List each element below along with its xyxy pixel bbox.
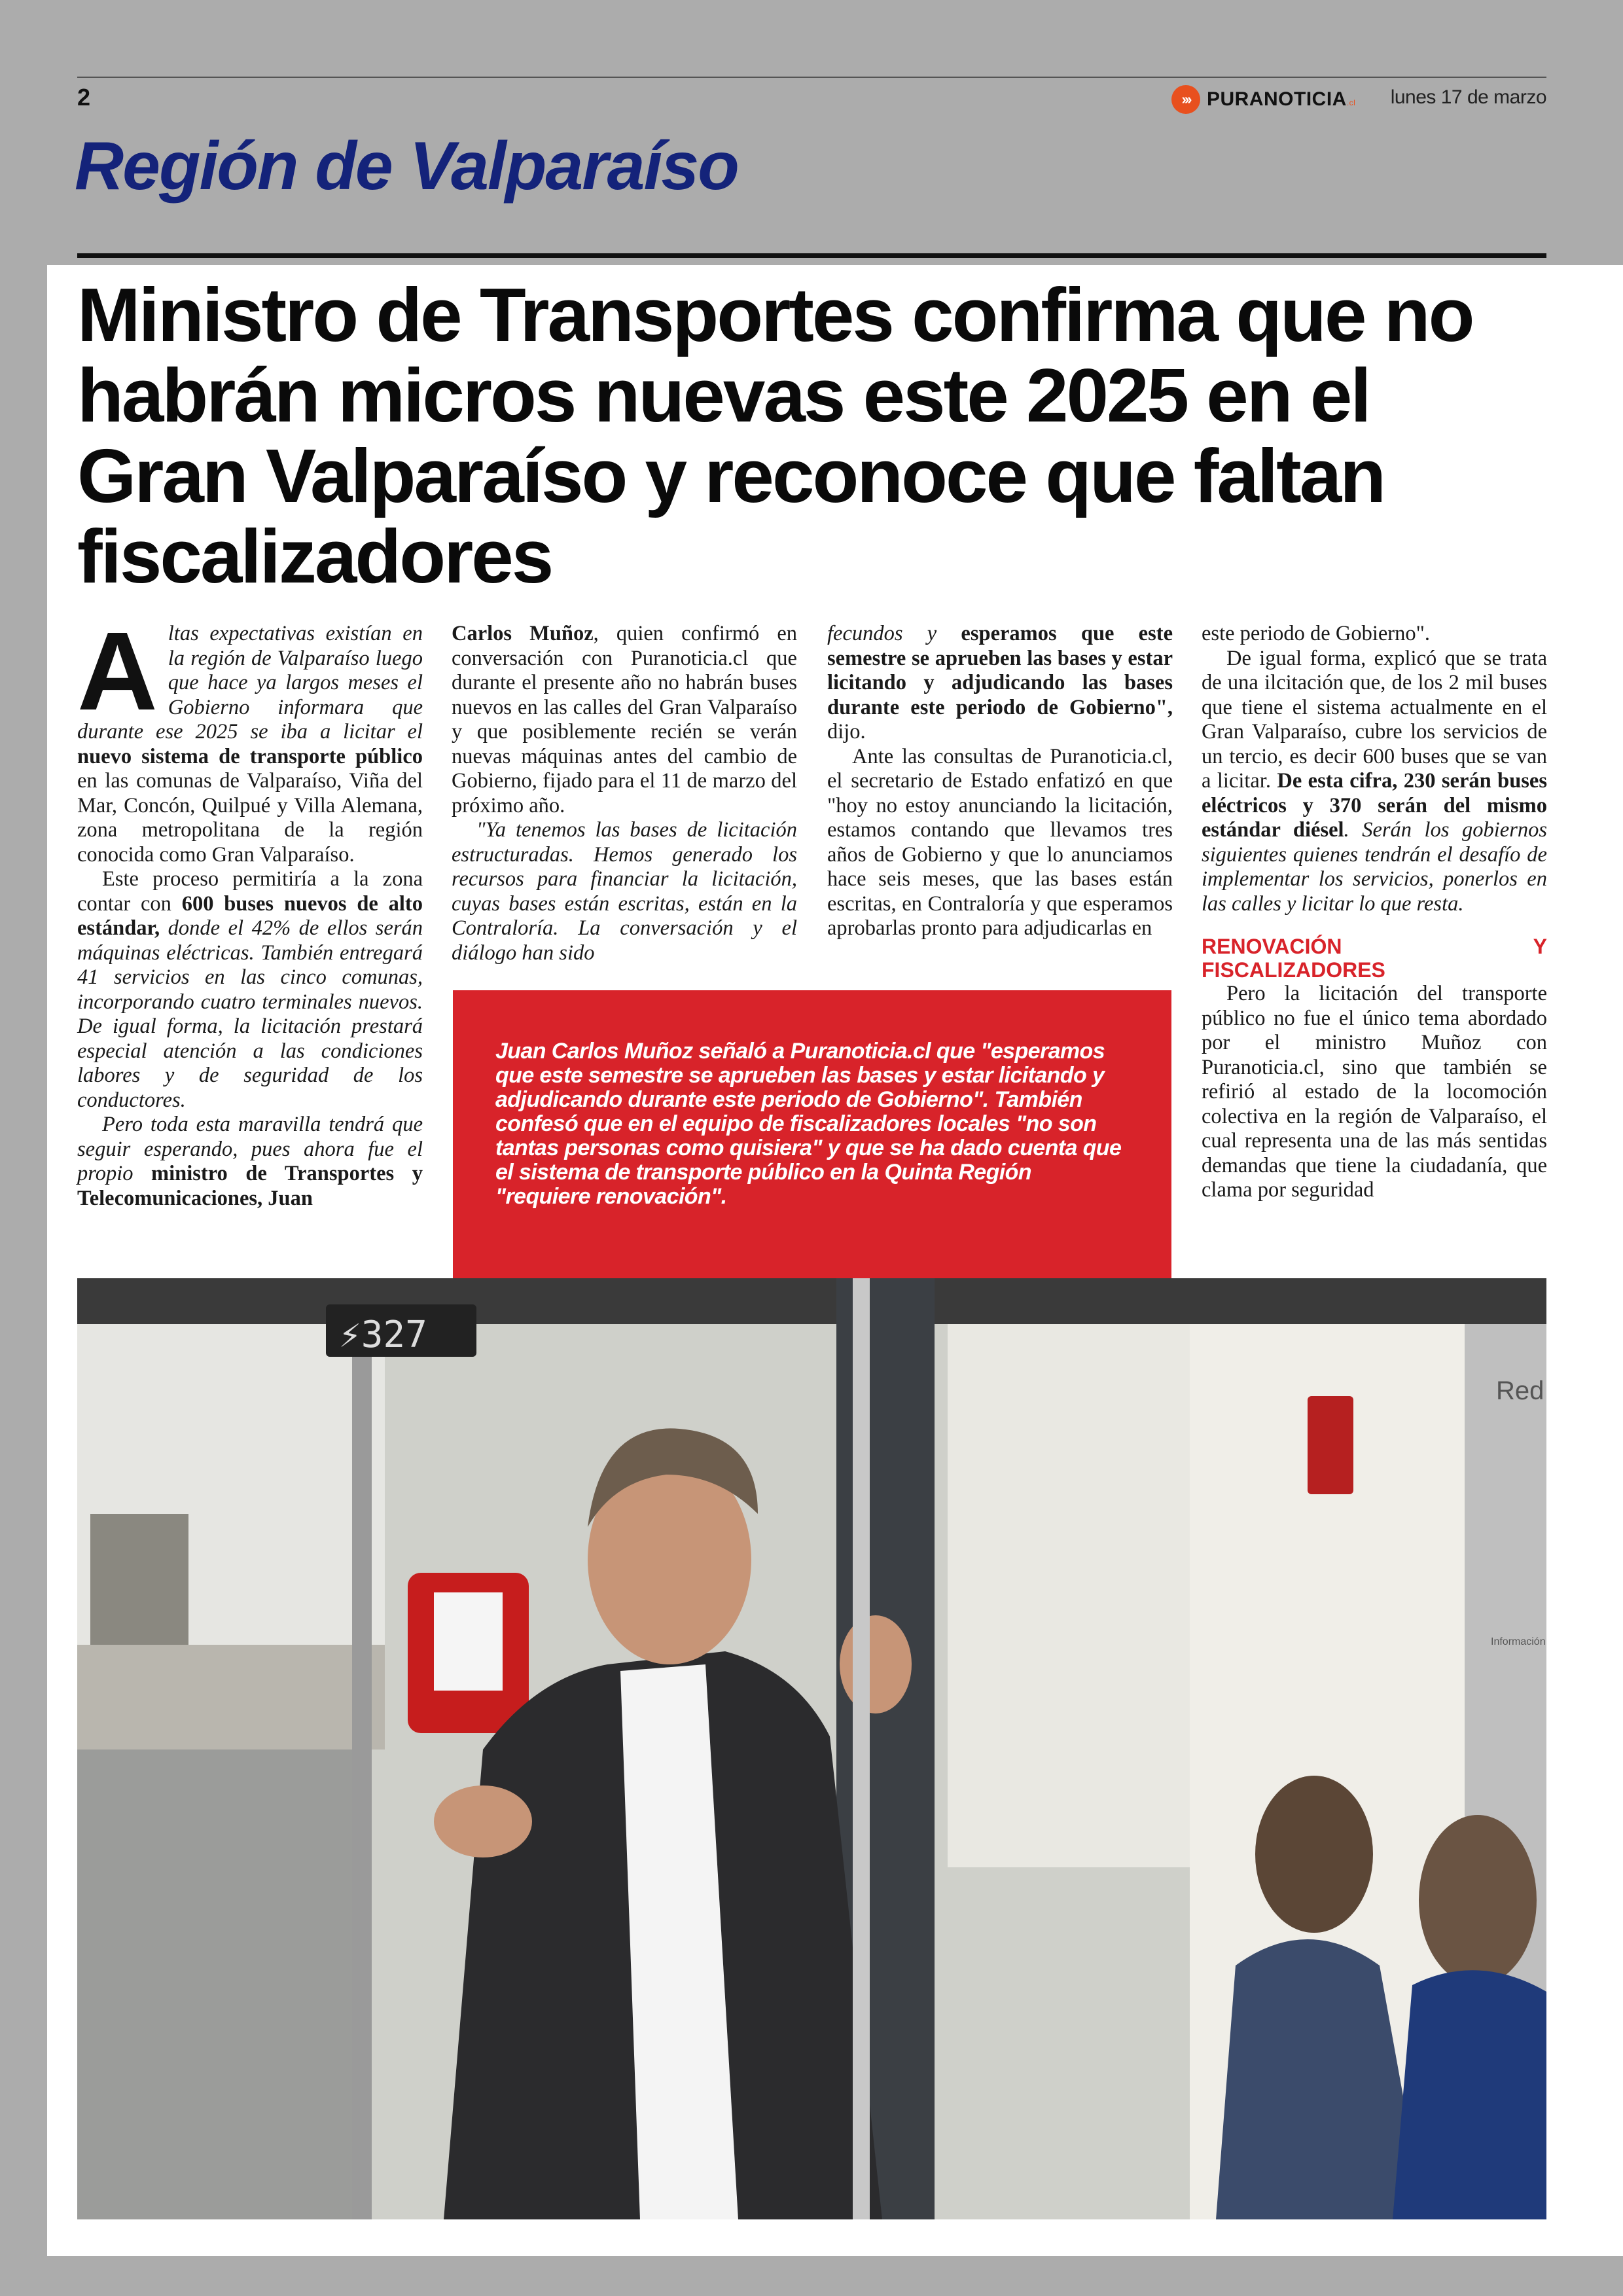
article-column-4: [1202, 622, 1547, 1203]
street: [77, 1645, 385, 1749]
paragraph: [452, 622, 797, 818]
pull-quote-box: [453, 990, 1171, 1278]
text-run-bold: Carlos Muñoz: [452, 622, 594, 645]
pull-quote-text: Juan Carlos Muñoz señaló a Puranoticia.cl que "esperamos que este semestre se aprueben las bases y estar licitando y adjudicando durante este periodo de Gobierno". También confesó que en el equipo de fiscalizadores locales "no son tantas personas como quisiera" y que se ha dado cuenta que el sistema de transporte público en la Quinta Región "requiere renovación".: [495, 1039, 1122, 1209]
text-run: donde el 42% de ellos serán máquinas eléctricas. También entregará 41 servicios en las cinco comunas, incorporando cuatro terminales nuevos. De igual forma, la licitación prestará especial atención a las condiciones labores y de seguridad de los conductores.: [77, 916, 423, 1112]
text-run: Este proceso permitiría a la zona contar con: [77, 867, 423, 916]
grab-pole-left: [352, 1357, 372, 2219]
text-run: Pero toda esta maravilla tendrá que seguir esperando, pues ahora fue el propio: [77, 1113, 423, 1185]
text-run: fecundos y: [827, 622, 961, 645]
text-run-bold: ministro de Transportes y Telecomunicaciones, Juan: [77, 1162, 423, 1210]
validator-screen: [434, 1592, 503, 1691]
text-run: Pero la licitación del transporte público no fue el único tema abordado por el ministro Muñoz con Puranoticia.cl, sino que también se refirió al estado de la locomoción colectiva en la región de Valparaíso, el cual representa una de las más sentidas demandas que tiene la ciudadanía, que clama por seguridad: [1202, 982, 1547, 1202]
emergency-sign: [1308, 1396, 1353, 1494]
route-number: ⚡327: [339, 1314, 427, 1356]
text-run: este periodo de Gobierno".: [1202, 622, 1430, 645]
article-column-2: [452, 622, 797, 965]
brand-mark-icon: ›››: [1171, 85, 1200, 114]
bus-seat-area: [77, 1749, 352, 2219]
brand-name-text: PURANOTICIA: [1207, 88, 1347, 110]
text-run: dijo.: [827, 720, 866, 744]
article-photo: [77, 1278, 1546, 2219]
paragraph: [1202, 622, 1547, 647]
text-run-bold: 600 buses nuevos de alto estándar,: [77, 891, 423, 940]
photo-illustration: [77, 1278, 1546, 2219]
issue-date: lunes 17 de marzo: [1390, 86, 1546, 108]
text-run-bold: esperamos que este semestre se aprueben las bases y estar licitando y adjudicando las bases durante este periodo de Gobierno",: [827, 622, 1173, 719]
paragraph: [77, 609, 423, 867]
paragraph: [1202, 982, 1547, 1203]
text-run-bold: De esta cifra, 230 serán buses eléctricos y 370 serán del mismo estándar diésel: [1202, 769, 1547, 842]
street-building: [90, 1514, 188, 1645]
text-run: , quien confirmó en conversación con Puranoticia.cl que durante el presente año no habrán buses nuevos en las calles del Gran Valparaíso y que posiblemente recién se verán nuevas máquinas antes del cambio de Gobierno, fijado para el 11 de marzo del próximo año.: [452, 622, 798, 817]
paragraph: [452, 818, 797, 965]
brand-suffix: .cl: [1346, 98, 1356, 107]
article-headline: Ministro de Transportes confirma que no habrán micros nuevas este 2025 en el Gran Valparaíso y reconoce que faltan fiscalizadores: [77, 272, 1473, 599]
page-number: 2: [77, 84, 91, 111]
woman2-jacket: [1393, 1970, 1546, 2219]
text-run: . Serán los gobiernos siguientes quienes tendrán el desafío de implementar los servicios, ponerlos en las calles y licitar lo que resta.: [1202, 818, 1548, 916]
section-rule: [77, 253, 1546, 258]
text-run: Ante las consultas de Puranoticia.cl, el secretario de Estado enfatizó en que "hoy no estoy anunciando la licitación, estamos contando que llevamos tres años de Gobierno y que lo anunciamos hace seis meses, que las bases están escritas, en Contraloría y que esperamos aprobarlas pronto para adjudicarlas en: [827, 744, 1173, 940]
woman2-hair: [1419, 1815, 1537, 1985]
article-column-1: [77, 609, 423, 1211]
subheading: RENOVACIÓN Y FISCALIZADORES: [1202, 935, 1547, 982]
side-sign-text: Red: [1496, 1376, 1544, 1405]
section-title: Región de Valparaíso: [75, 128, 738, 204]
paragraph: [1202, 647, 1547, 917]
paragraph: [77, 1113, 423, 1211]
brand-logo[interactable]: [1171, 85, 1355, 114]
brand-name: [1207, 88, 1355, 111]
info-sign-text: Información: [1491, 1636, 1546, 1647]
text-run: en las comunas de Valparaíso, Viña del Mar, Concón, Quilpué y Villa Alemana, zona metropolitana de la región conocida como Gran Valparaíso.: [77, 769, 423, 867]
man-hand-on-pole: [840, 1615, 912, 1713]
door-window: [948, 1278, 1190, 1867]
paragraph: [77, 867, 423, 1113]
header-top-rule: [77, 77, 1546, 78]
bus-ceiling: [77, 1278, 1546, 1324]
paragraph: [827, 745, 1173, 941]
article-column-3: [827, 622, 1173, 941]
text-run: De igual forma, explicó que se trata de una ilcitación que, de los 2 mil buses que tiene el sistema actualmente en el Gran Valparaíso, cubre los servicios de un tercio, es decir 600 buses que se van a licitar.: [1202, 646, 1547, 793]
man-hand-card: [434, 1785, 532, 1857]
text-run-bold: nuevo sistema de transporte público: [77, 744, 423, 768]
grab-pole-center: [853, 1278, 870, 2219]
text-run: ltas expectativas existían en la región de Valparaíso luego que hace ya largos meses el Gobierno informara que durante ese 2025 se iba a licitar el: [77, 622, 423, 744]
woman-hair: [1255, 1776, 1373, 1933]
text-run: "Ya tenemos las bases de licitación estructuradas. Hemos generado los recursos para financiar la licitación, cuyas bases están escritas, están en la Contraloría. La conversación y el diálogo han sido: [452, 818, 797, 965]
drop-cap: A: [77, 609, 158, 734]
paragraph: [827, 622, 1173, 745]
